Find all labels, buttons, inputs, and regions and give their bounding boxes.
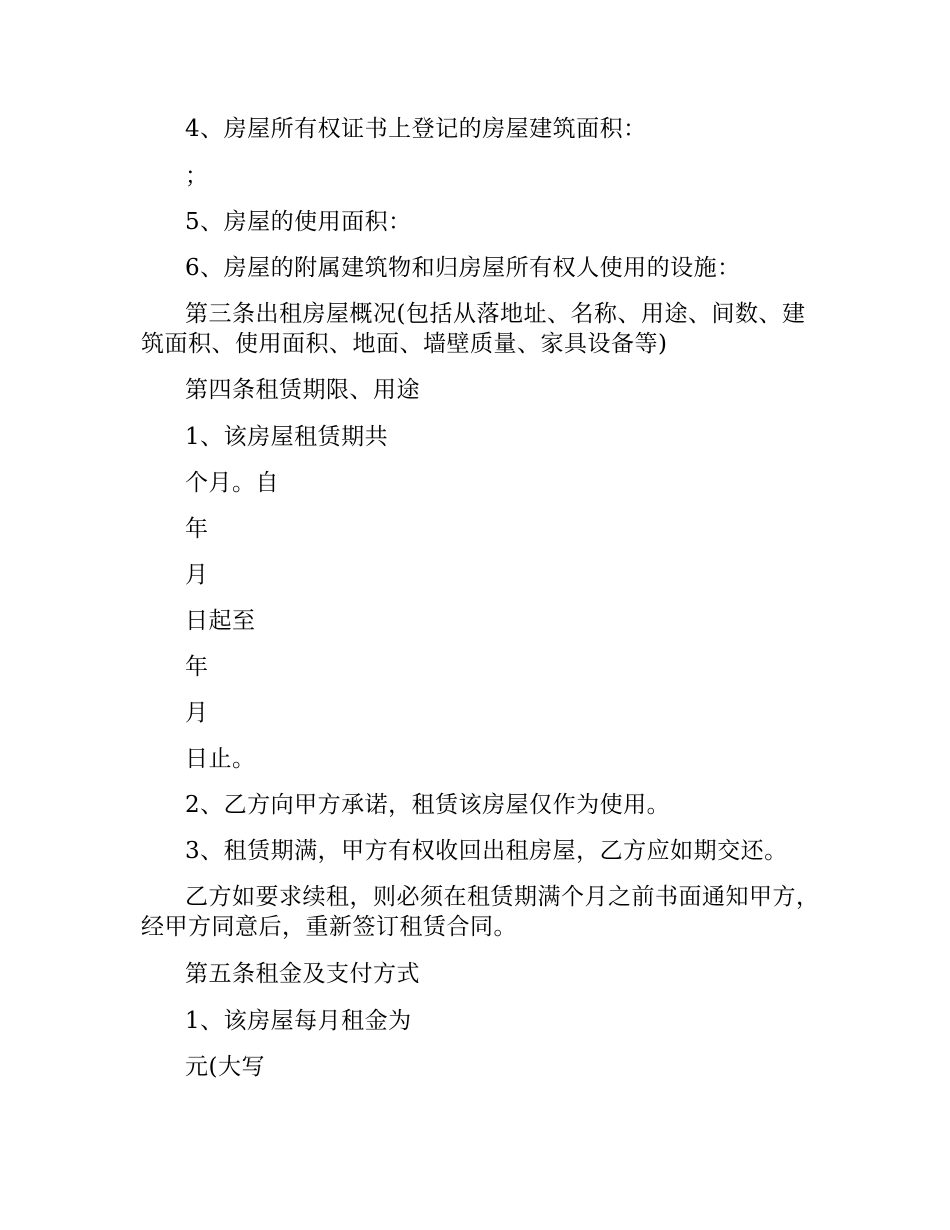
- paragraph-attached-facilities: 6、房屋的附属建筑物和归房屋所有权人使用的设施：: [185, 255, 741, 281]
- paragraph-monthly-rent: 1、该房屋每月租金为: [185, 1008, 412, 1034]
- paragraph-year-1: 年: [185, 516, 209, 542]
- paragraph-lease-expiry: 3、租赁期满，甲方有权收回出租房屋，乙方应如期交还。: [185, 838, 788, 864]
- paragraph-building-area: 4、房屋所有权证书上登记的房屋建筑面积：: [185, 116, 647, 142]
- paragraph-month-1: 月: [185, 562, 209, 588]
- paragraph-amount-capital: 元(大写: [185, 1054, 265, 1080]
- paragraph-semicolon: ；: [185, 163, 209, 189]
- paragraph-day-to: 日起至: [185, 608, 256, 634]
- paragraph-article-3: 第三条出租房屋概况(包括从落地址、名称、用途、间数、建筑面积、使用面积、地面、墙壁质量、家具设备等): [141, 301, 806, 357]
- paragraph-usage-promise: 2、乙方向甲方承诺，租赁该房屋仅作为使用。: [185, 792, 671, 818]
- paragraph-lease-term: 1、该房屋租赁期共: [185, 424, 389, 450]
- paragraph-month-2: 月: [185, 700, 209, 726]
- paragraph-months-from: 个月。自: [185, 470, 279, 496]
- paragraph-day-end: 日止。: [185, 746, 256, 772]
- paragraph-renewal: 乙方如要求续租，则必须在租赁期满个月之前书面通知甲方，经甲方同意后，重新签订租赁合同。: [141, 884, 820, 940]
- paragraph-article-4-title: 第四条租赁期限、用途: [185, 377, 420, 403]
- paragraph-article-5-title: 第五条租金及支付方式: [185, 961, 420, 987]
- paragraph-usable-area: 5、房屋的使用面积：: [185, 209, 412, 235]
- paragraph-year-2: 年: [185, 654, 209, 680]
